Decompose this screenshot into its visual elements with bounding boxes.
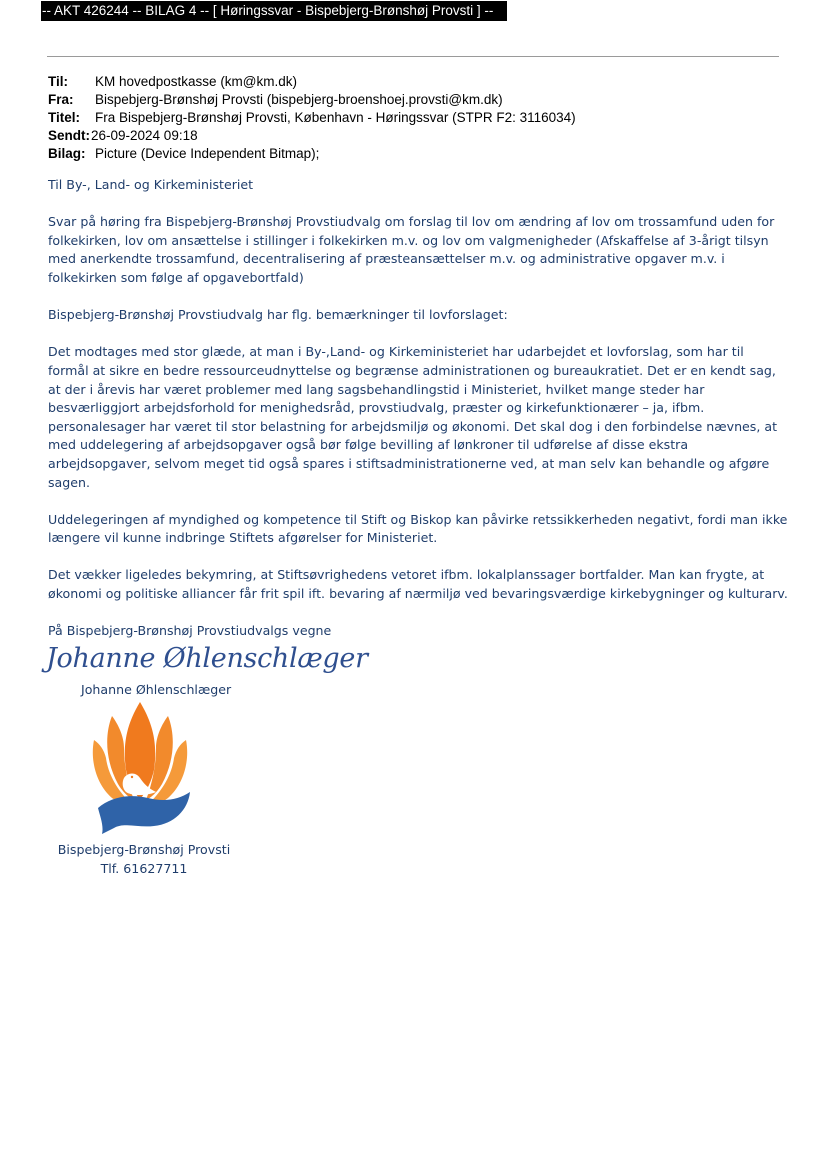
header-row-sent [48, 127, 788, 145]
paragraph-legal-certainty: Uddelegeringen af myndighed og kompetence til Stift og Biskop kan påvirke retssikkerheden negativt, fordi man ikke længere vil kunne indbringe Stiftets afgørelser for Ministeriet. [48, 511, 788, 546]
flame-dove-logo-icon [88, 700, 192, 836]
document-banner: -- AKT 426244 -- BILAG 4 -- [ Høringssvar - Bispebjerg-Brønshøj Provsti ] -- [41, 1, 507, 21]
header-label-to: Til: [48, 74, 68, 89]
header-value-title: Fra Bispebjerg-Brønshøj Provsti, København - Høringssvar (STPR F2: 3116034) [95, 110, 576, 125]
header-label-from: Fra: [48, 92, 74, 107]
header-row-title [48, 109, 788, 127]
header-label-attachment: Bilag: [48, 146, 86, 161]
signer-name: Johanne Øhlenschlæger [81, 682, 232, 697]
closing: På Bispebjerg-Brønshøj Provstiudvalgs vegne [48, 623, 332, 639]
header-value-to: KM hovedpostkasse (km@km.dk) [95, 74, 298, 89]
header-value-sent: 26-09-2024 09:18 [91, 128, 198, 143]
paragraph-veto: Det vækker ligeledes bekymring, at Stiftsøvrighedens vetoret ifbm. lokalplanssager bortfalder. Man kan frygte, at økonomi og politiske alliancer får frit spil ift. bevaring af nærmiljø ved bevaringsværdige kirkebygninger og kulturarv. [48, 567, 788, 602]
header-value-attachment: Picture (Device Independent Bitmap); [95, 146, 320, 161]
greeting: Til By-, Land- og Kirkeministeriet [48, 177, 254, 192]
header-value-from: Bispebjerg-Brønshøj Provsti (bispebjerg-broenshoej.provsti@km.dk) [95, 92, 503, 107]
email-header [48, 73, 788, 163]
handwritten-signature: Johanne Øhlenschlæger [46, 643, 368, 674]
header-label-sent: Sendt: [48, 128, 90, 143]
letter-body [48, 176, 788, 659]
header-row-attachment [48, 145, 788, 163]
footer-phone: Tlf. 61627711 [100, 860, 188, 876]
header-row-from [48, 91, 788, 109]
header-row-to [48, 73, 788, 91]
paragraph-intro: Bispebjerg-Brønshøj Provstiudvalg har flg. bemærkninger til lovforslaget: [48, 307, 508, 323]
header-divider [47, 56, 779, 57]
header-label-title: Titel: [48, 110, 81, 125]
footer-contact [40, 841, 248, 878]
paragraph-main: Det modtages med stor glæde, at man i By-,Land- og Kirkeministeriet har udarbejdet et lovforslag, som har til formål at sikre en bedre ressourceudnyttelse og begrænse administrationen og bureaukratiet. Det er en kendt sag, at der i årevis har været problemer med lang sagsbehandlingstid i Ministeriet, hvilket mange steder har besværliggjort arbejdsforhold for menighedsråd, provstiudvalg, præster og kirkefunktionærer – ja, ifbm. personalesager har været til stor belastning for arbejdsmiljø og økonomi. Det skal dog i den forbindelse nævnes, at med uddelegering af arbejdsopgaver også bør følge bevilling af lønkroner til udførelse af disse ekstra arbejdsopgaver, selvom meget tid også spares i stiftsadministrationerne ved, at man selv kan behandle og afgøre sagen. [48, 344, 778, 490]
paragraph-subject: Svar på høring fra Bispebjerg-Brønshøj Provstiudvalg om forslag til lov om ændring af lov om trossamfund uden for folkekirken, lov om ansættelse i stillinger i folkekirken m.v. og lov om valgmenigheder (Afskaffelse af 3-årigt tilsyn med anerkendte trossamfund, decentralisering af præsteansættelser m.v. og administrative opgaver m.v. i folkekirken som følge af opgavebortfald) [48, 214, 775, 285]
footer-org: Bispebjerg-Brønshøj Provsti [57, 842, 231, 857]
